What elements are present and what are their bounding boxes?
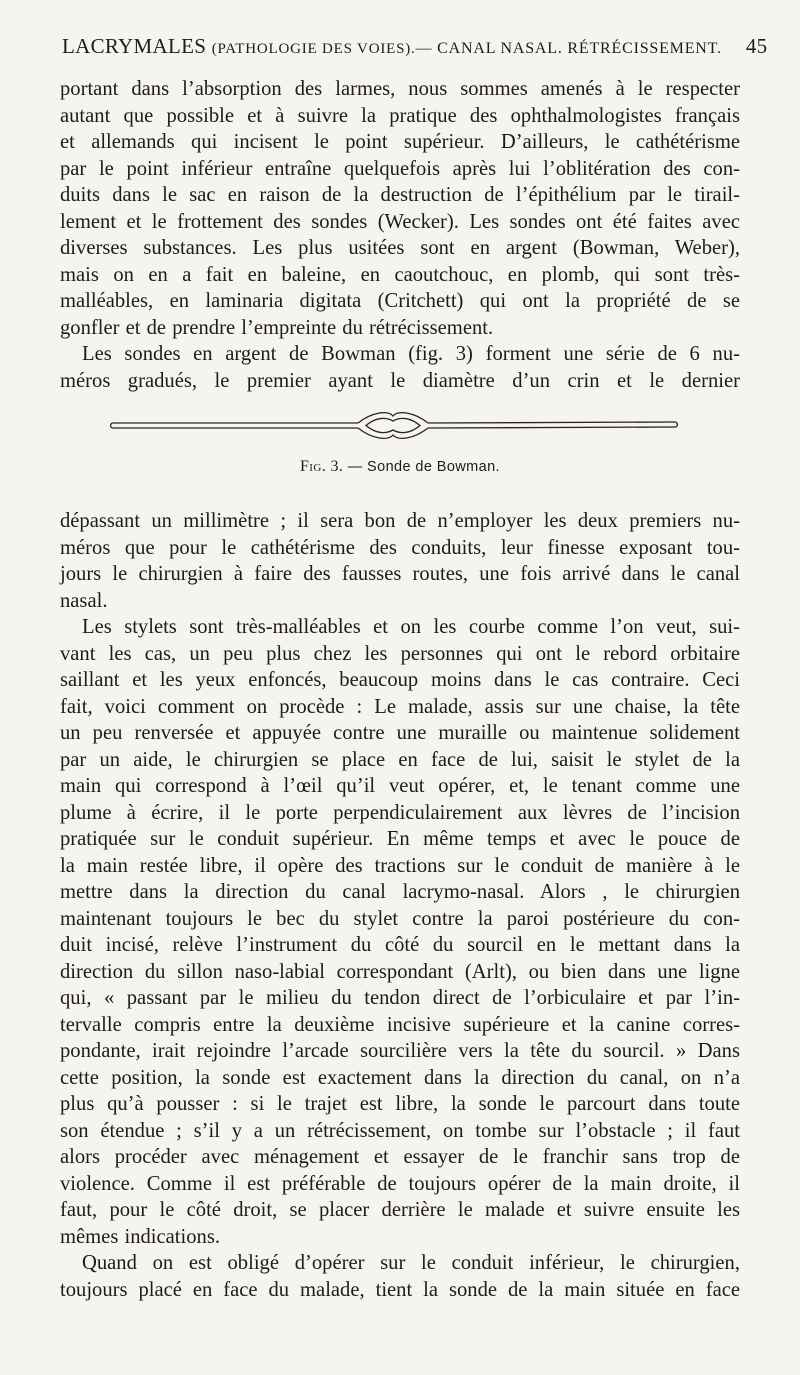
text-line: duits dans le sac en raison de la destruction de l’épithélium par le tirail- [60,184,740,206]
text-line: alors procéder avec ménagement et essayer de le franchir sans trop de [60,1146,740,1168]
text-line: méros gradués, le premier ayant le diamètre d’un crin et le dernier [60,369,740,392]
page-number: 45 [745,34,768,58]
text-line: faut, pour le côté droit, se placer derrière le malade et suivre ensuite les [60,1199,740,1221]
text-line: un peu renversée et appuyée contre une muraille ou maintenue solidement [60,722,740,744]
figure-caption [0,458,800,476]
text-line: pratiquée sur le conduit supérieur. En même temps et avec le pouce de [60,828,740,850]
text-line: Les sondes en argent de Bowman (fig. 3) forment une série de 6 nu- [82,343,740,365]
text-line: portant dans l’absorption des larmes, nous sommes amenés à le respecter [60,78,740,100]
text-line: mettre dans la direction du canal lacrymo-nasal. Alors , le chirurgien [60,881,740,903]
header-subtitle: (PATHOLOGIE DES VOIES). [211,41,416,57]
body-text-top [60,76,740,394]
figure-label: Fig. 3. [299,458,344,475]
text-line: qui, « passant par le milieu du tendon direct de l’orbiculaire et par l’in- [60,987,740,1009]
text-line: jours le chirurgien à faire des fausses routes, une fois arrivé dans le canal [60,563,740,585]
text-line: et allemands qui incisent le point supérieur. D’ailleurs, le cathétérisme [60,131,740,153]
text-line: violence. Comme il est préférable de toujours opérer de la main droite, il [60,1172,740,1195]
header-title-group [62,34,416,59]
running-header [62,34,768,59]
text-line: dépassant un millimètre ; il sera bon de n’employer les deux premiers nu- [60,510,740,532]
text-line: par le point inférieur entraîne quelquefois après lui l’oblitération des con- [60,157,740,180]
probe-shaft-top-right [428,422,676,423]
text-line: plus qu’à pousser : si le trajet est libre, la sonde le parcourt dans toute [60,1093,740,1115]
figure-caption-text: — Sonde de Bowman. [347,459,500,475]
header-section: — CANAL NASAL. RÉTRÉCISSEMENT. [415,40,722,57]
text-line: vant les cas, un peu plus chez les personnes qui ont le rebord orbitaire [60,642,740,665]
text-line: mêmes indications. [60,1225,220,1248]
text-line: pondante, irait rejoindre l’arcade sourcilière vers la tête du sourcil. » Dans [60,1040,740,1062]
text-line: diverses substances. Les plus usitées sont en argent (Bowman, Weber), [60,237,740,259]
text-line: duit incisé, relève l’instrument du côté du sourcil en le mettant dans la [60,934,740,956]
text-line: par un aide, le chirurgien se place en face de lui, saisit le stylet de la [60,748,740,771]
text-line: direction du sillon naso-labial correspondant (Arlt), ou bien dans une ligne [60,960,740,983]
text-line: cette position, la sonde est exactement dans la direction du canal, on n’a [60,1066,740,1089]
probe-plate [358,413,428,439]
probe-tip-right [676,422,678,427]
text-line: saillant et les yeux enfoncés, beaucoup moins dans le cas contraire. Ceci [60,669,740,691]
body-text-bottom [60,508,740,1303]
text-line: Quand on est obligé d’opérer sur le conduit inférieur, le chirurgien, [82,1252,740,1274]
text-line: lement et le frottement des sondes (Wecker). Les sondes ont été faites avec [60,210,740,233]
text-line: Les stylets sont très-malléables et on les courbe comme l’on veut, sui- [82,616,740,638]
header-title: LACRYMALES [62,34,207,58]
text-line: main qui correspond à l’œil qu’il veut opérer, et, le tenant comme une [60,775,740,797]
text-line: fait, voici comment on procède : Le malade, assis sur une chaise, la tête [60,695,740,718]
text-line: autant que possible et à suivre la pratique des ophthalmologistes français [60,104,740,127]
text-line: malléables, en laminaria digitata (Critchett) qui ont la propriété de se [60,290,740,312]
text-line: tervalle compris entre la deuxième incisive supérieure et la canine corres- [60,1013,740,1036]
text-line: nasal. [60,589,108,612]
text-line: mais on en a fait en baleine, en caoutchouc, en plomb, qui sont très- [60,263,740,286]
text-line: gonfler et de prendre l’empreinte du rétrécissement. [60,316,494,339]
text-line: son étendue ; s’il y a un rétrécissement, on tombe sur l’obstacle ; il faut [60,1119,740,1142]
text-line: maintenant toujours le bec du stylet contre la paroi postérieure du con- [60,907,740,930]
probe-tip-left [111,423,113,428]
text-line: toujours placé en face du malade, tient la sonde de la main située en face [60,1278,740,1301]
text-line: la main restée libre, il opère des tractions sur le conduit de manière à le [60,854,740,877]
probe-plate-inner [366,418,420,432]
probe-shaft-bottom-right [428,427,676,428]
bowman-probe-figure [110,408,680,444]
text-line: méros que pour le cathétérisme des conduits, leur finesse exposant tou- [60,536,740,559]
text-line: plume à écrire, il le porte perpendiculairement aux lèvres de l’incision [60,801,740,824]
